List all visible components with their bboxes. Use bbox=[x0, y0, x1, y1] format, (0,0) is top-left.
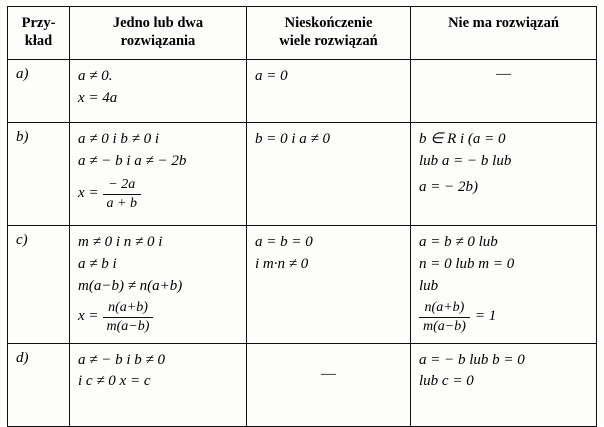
cell-c-none-fraction bbox=[419, 300, 588, 335]
cell-b-fraction-denominator: a + b bbox=[103, 194, 141, 212]
header-example-line-2: kład bbox=[24, 33, 53, 50]
table-header-row bbox=[8, 7, 597, 60]
header-no-solution bbox=[411, 7, 597, 60]
cell-b-one-line-1: a ≠ 0 i b ≠ 0 i bbox=[78, 131, 160, 148]
cell-c-none bbox=[411, 226, 597, 343]
cell-c-none-line-1: a = b ≠ 0 lub bbox=[419, 234, 498, 251]
cell-a-one-or-two bbox=[70, 60, 247, 123]
header-one-or-two bbox=[70, 7, 247, 60]
cell-a-infinite bbox=[247, 60, 411, 123]
cell-b-fraction-numerator: − 2a bbox=[108, 176, 136, 192]
cell-b-one-line-2: a ≠ − b i a ≠ − 2b bbox=[78, 153, 187, 169]
header-example-line-1: Przy- bbox=[21, 15, 56, 31]
cell-c-one-line-2: a ≠ b i bbox=[78, 256, 117, 272]
cell-a-one-line-2: x = 4a bbox=[78, 90, 118, 106]
row-label-c: c) bbox=[8, 226, 70, 343]
cell-c-none-fraction-denominator: m(a−b) bbox=[419, 317, 470, 335]
table-row bbox=[8, 60, 597, 123]
header-one-or-two-line-1: Jedno lub dwa bbox=[112, 15, 204, 31]
cell-c-none-line-2: n = 0 lub m = 0 bbox=[419, 256, 515, 272]
cell-c-fraction-denominator: m(a−b) bbox=[103, 317, 154, 335]
cell-b-none-line-4: a = − 2b) bbox=[419, 178, 478, 195]
cell-c-fraction-numerator: n(a+b) bbox=[108, 299, 148, 315]
row-label-d: d) bbox=[8, 343, 70, 426]
cell-c-infinite-line-2: i m·n ≠ 0 bbox=[255, 256, 309, 272]
cell-a-none: — bbox=[411, 60, 597, 123]
cell-c-none-fraction-tail: = 1 bbox=[474, 308, 497, 325]
cell-b-none-line-2: lub a = − b lub bbox=[419, 153, 512, 169]
cell-b-infinite bbox=[247, 123, 411, 226]
cell-d-infinite: — bbox=[247, 343, 411, 426]
cell-c-fraction-lead: x = bbox=[78, 308, 99, 325]
table-body bbox=[8, 60, 597, 426]
cell-d-none bbox=[411, 343, 597, 426]
cell-a-infinite-line-1: a = 0 bbox=[255, 68, 288, 85]
cell-c-none-fraction-numerator: n(a+b) bbox=[424, 299, 465, 315]
table-row bbox=[8, 226, 597, 343]
row-label-b: b) bbox=[8, 123, 70, 226]
cell-c-none-line-3: lub bbox=[419, 277, 439, 294]
cell-d-none-line-1: a = − b lub b = 0 bbox=[419, 351, 525, 368]
cell-b-none bbox=[411, 123, 597, 226]
cell-d-one-line-1: a ≠ − b i b ≠ 0 bbox=[78, 351, 166, 368]
header-example bbox=[8, 7, 70, 60]
cell-b-one-fraction bbox=[78, 177, 238, 212]
table-head bbox=[8, 7, 597, 60]
cell-c-one-line-1: m ≠ 0 i n ≠ 0 i bbox=[78, 234, 163, 251]
cell-b-one-or-two bbox=[70, 123, 247, 226]
cell-a-one-line-1: a ≠ 0. bbox=[78, 68, 113, 85]
header-infinite bbox=[247, 7, 411, 60]
solutions-table bbox=[7, 6, 597, 427]
cell-c-one-or-two bbox=[70, 226, 247, 343]
cell-b-fraction-lead: x = bbox=[78, 185, 99, 202]
header-no-solution-line-1: Nie ma rozwiązań bbox=[448, 15, 559, 31]
table-row bbox=[8, 343, 597, 426]
cell-c-infinite bbox=[247, 226, 411, 343]
cell-d-one-line-2: i c ≠ 0 x = c bbox=[78, 373, 151, 390]
cell-c-one-line-3: m(a−b) ≠ n(a+b) bbox=[78, 277, 183, 294]
cell-b-infinite-line-1: b = 0 i a ≠ 0 bbox=[255, 131, 331, 148]
header-infinite-line-1: Nieskończenie bbox=[284, 15, 373, 31]
table-row bbox=[8, 123, 597, 226]
cell-d-one-or-two bbox=[70, 343, 247, 426]
cell-d-none-line-2: lub c = 0 bbox=[419, 373, 474, 390]
row-label-a: a) bbox=[8, 60, 70, 123]
header-one-or-two-line-2: rozwiązania bbox=[120, 33, 196, 50]
header-infinite-line-2: wiele rozwiązań bbox=[279, 33, 378, 50]
cell-c-infinite-line-1: a = b = 0 bbox=[255, 234, 313, 251]
cell-c-one-fraction bbox=[78, 300, 238, 335]
cell-b-none-line-1: b ∈ R i (a = 0 bbox=[419, 131, 506, 148]
